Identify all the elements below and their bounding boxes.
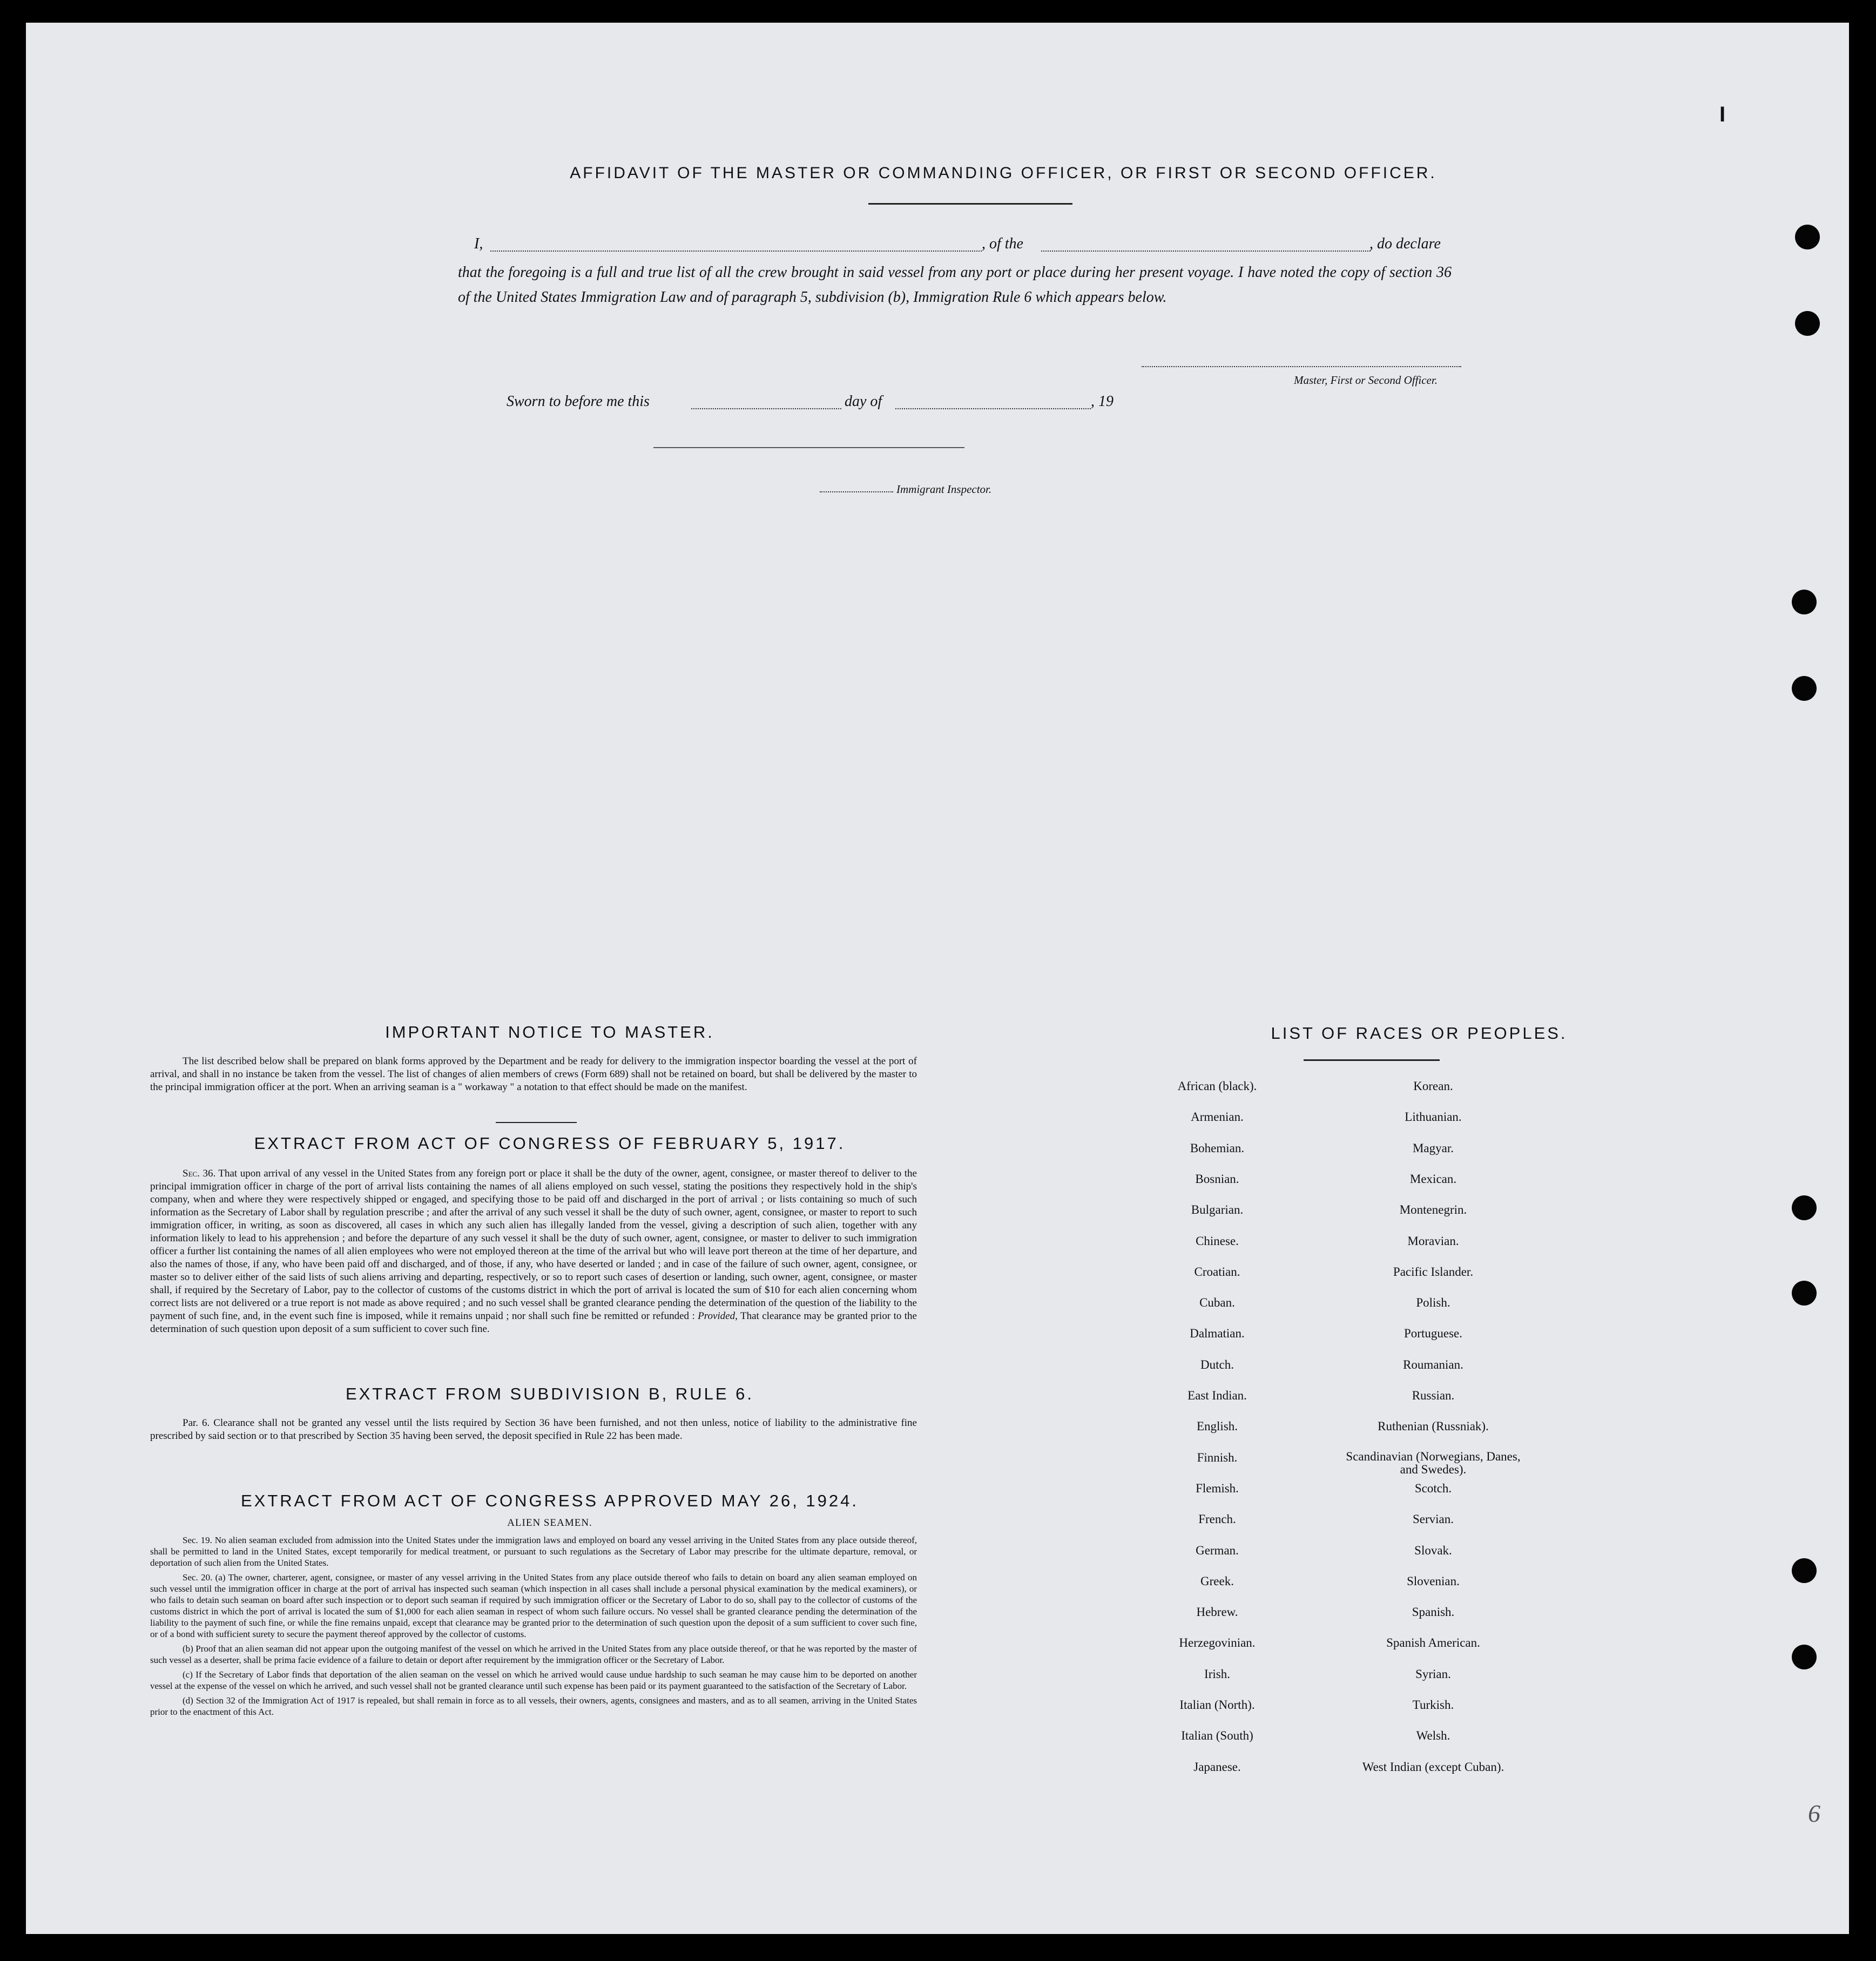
sworn-month-blank [895, 408, 1091, 409]
races-title: LIST OF RACES OR PEOPLES. [1271, 1024, 1568, 1043]
extract-rule6-title: EXTRACT FROM SUBDIVISION B, RULE 6. [345, 1384, 754, 1403]
race-item: Syrian. [1415, 1667, 1451, 1681]
race-item: Herzegovinian. [1179, 1636, 1256, 1649]
punch-hole [1792, 1558, 1817, 1583]
punch-hole [1792, 1195, 1817, 1220]
inspector-caption: Immigrant Inspector. [896, 483, 992, 496]
race-item: Moravian. [1407, 1234, 1459, 1248]
punch-hole [1792, 590, 1817, 614]
extract-rule6-text: Par. 6. Clearance shall not be granted any vessel until the lists required by Section 36 have been furnished, and not then unless, notice of liability to the administrative fine prescribed by said section or to that prescribed by Section 35 having been served, the deposit specified in Rule 22 has been made. [150, 1417, 917, 1442]
race-item: Spanish American. [1386, 1636, 1480, 1649]
affidavit-body: that the foregoing is a full and true list of all the crew brought in said vessel from any port or place during her present voyage. I have noted the copy of section 36 of the United States Immigration Law and of paragraph 5, subdivision (b), Immigration Rule 6 which appears below. [458, 264, 1452, 306]
race-item: Bohemian. [1190, 1141, 1245, 1155]
race-item: Flemish. [1196, 1482, 1239, 1495]
sworn-day-blank [691, 408, 841, 409]
race-item: Turkish. [1412, 1698, 1454, 1712]
divider [496, 1122, 577, 1123]
race-item: Irish. [1204, 1667, 1230, 1681]
race-item: Finnish. [1197, 1451, 1238, 1464]
race-item: Slovenian. [1407, 1574, 1460, 1588]
affidavit-do-declare: , do declare [1369, 235, 1441, 252]
race-item: Russian. [1412, 1389, 1455, 1402]
signature-caption: Master, First or Second Officer. [1294, 374, 1438, 387]
race-item: Armenian. [1191, 1110, 1244, 1124]
race-item: Dalmatian. [1190, 1327, 1245, 1340]
extract-1924-text [150, 1534, 917, 1721]
race-item: Dutch. [1200, 1358, 1234, 1371]
race-item: English. [1196, 1419, 1238, 1433]
notice-text: The list described below shall be prepared on blank forms approved by the Department and be ready for delivery to the immigration inspector boarding the vessel at the port of arrival, and shall in no instance be taken from the vessel. The list of changes of alien members of crews (Form 689) shall not be retained on board, but shall be delivered by the master to the principal immigration officer at the port. When an arriving seaman is a " workaway " a notation to that effect should be made on the manifest. [150, 1056, 917, 1093]
punch-hole [1795, 225, 1820, 249]
race-item: Welsh. [1416, 1729, 1450, 1742]
affidavit-title: AFFIDAVIT OF THE MASTER OR COMMANDING OFFICER, OR FIRST OR SECOND OFFICER. [570, 164, 1437, 182]
punch-hole [1795, 311, 1820, 336]
race-item: Korean. [1413, 1079, 1453, 1093]
race-item: Ruthenian (Russniak). [1378, 1419, 1489, 1433]
race-item: Hebrew. [1196, 1605, 1238, 1619]
race-item: Japanese. [1193, 1760, 1241, 1774]
alien-seamen-subtitle: ALIEN SEAMEN. [507, 1517, 592, 1529]
race-item: French. [1198, 1512, 1236, 1526]
sec-36-text: That upon arrival of any vessel in the United States from any foreign port or place it shall be the duty of the owner, agent, consignee, or master thereof to deliver to the principal immigration officer in charge of the port of arrival lists containing the names of all aliens employed on such vessel, stating the positions they respectively hold in the ship's company, when and where they were respectively shipped or engaged, and specifying those to be paid off and discharged in the port of arrival ; or lists containing so much of such information as the Secretary of Labor shall by regulation prescribe ; and after the arrival of any such vessel it shall be the duty of such owner, agent, consignee, or master to report to such immigration officer, in writing, as soon as discovered, all cases in which any such alien has illegally landed from the vessel, giving a description of such alien, together with any information likely to lead to his apprehension ; and before the departure of any such vessel it shall be the duty of such owner, agent, consignee, or master to deliver to such immigration officer a further list containing the names of all alien employees who were not employed thereon at the time of the arrival but who will leave port thereon at the time of her departure, and also the names of those, if any, who have been paid off and discharged, and of those, if any, who have deserted or landed ; and in case of the failure of such owner, agent, consignee, or master so to deliver either of the said lists of such aliens arriving and departing, respectively, or so to report such cases of desertion or landing, such owner, agent, consignee, or master shall, if required by the Secretary of Labor, pay to the collector of customs of the customs district in which the port of arrival is located the sum of $10 for each alien concerning whom correct lists are not delivered or a true report is not made as above required ; and no such vessel shall be granted clearance pending the determination of the question of the liability to the payment of such fine, and, in the event such fine is imposed, while it remains unpaid ; nor shall such fine be remitted or refunded : [150, 1168, 917, 1322]
race-item: Scandinavian (Norwegians, Danes, and Swedes). [1346, 1450, 1521, 1476]
extract-1924-title: EXTRACT FROM ACT OF CONGRESS APPROVED MAY 26, 1924. [240, 1491, 859, 1510]
affidavit-of-the: , of the [982, 235, 1023, 252]
sec-19-paragraph: Sec. 19. No alien seaman excluded from admission into the United States under the immigration laws and employed on board any vessel arriving in the United States from any place outside thereof, shall be permitted to land in the United States, except temporarily for medical treatment, or pursuant to such regulations as the Secretary of Labor may prescribe for the ultimate departure, removal, or deportation of such alien from the United States. [150, 1535, 917, 1568]
race-item: Greek. [1200, 1574, 1234, 1588]
race-item: Croatian. [1194, 1265, 1240, 1279]
year-prefix: , 19 [1091, 393, 1114, 410]
margin-mark-top: I [1719, 103, 1726, 126]
race-item: Spanish. [1412, 1605, 1455, 1619]
sec-20c-paragraph: (c) If the Secretary of Labor finds that deportation of the alien seaman on the vessel on which he arrived would cause undue hardship to such seaman he may cause him to be deported on another vessel at the expense of the vessel on which he arrived, and such vessel shall not be granted clearance until such expense has been paid or its payment guaranteed to the satisfaction of the Secretary of Labor. [150, 1669, 917, 1691]
race-item: Bosnian. [1195, 1172, 1239, 1186]
margin-mark-bottom: 6 [1808, 1800, 1820, 1827]
race-item: Pacific Islander. [1393, 1265, 1474, 1279]
race-item: African (black). [1177, 1079, 1257, 1093]
sworn-label: Sworn to before me this [507, 393, 650, 410]
provided-label: Provided, [698, 1310, 738, 1322]
race-item: Chinese. [1196, 1234, 1239, 1248]
vessel-blank [1041, 251, 1371, 252]
race-item: Bulgarian. [1191, 1203, 1244, 1216]
inspector-blank [820, 491, 893, 492]
affidavit-i-label: I, [474, 235, 483, 252]
sec-20d-paragraph: (d) Section 32 of the Immigration Act of 1917 is repealed, but shall remain in force as to all vessels, their owners, agents, consignees and masters, and as to all seamen, arriving in the United States prior to the enactment of this Act. [150, 1695, 917, 1717]
race-item: Servian. [1412, 1512, 1454, 1526]
punch-hole [1792, 1281, 1817, 1306]
divider [1304, 1059, 1440, 1061]
divider [868, 203, 1072, 205]
inspector-signature-line [653, 447, 964, 448]
day-of-label: day of [845, 393, 882, 410]
race-item: Scotch. [1414, 1482, 1452, 1495]
race-item: Slovak. [1414, 1544, 1452, 1557]
race-item: West Indian (except Cuban). [1362, 1760, 1504, 1774]
race-item: Italian (South) [1181, 1729, 1253, 1742]
race-item: Portuguese. [1404, 1327, 1462, 1340]
sec-20a-paragraph: Sec. 20. (a) The owner, charterer, agent, consignee, or master of any vessel arriving in the United States from any place outside thereof who fails to detain on board any alien seaman employed on such vessel until the immigration officer in charge at the port of arrival has inspected such seaman (which inspection in all cases shall include a personal physical examination by the medical examiners), or who fails to detain such seaman on board after such inspection or to deport such seaman if required by such immigration officer or the Secretary of Labor to do so, shall pay to the collector of customs of the customs district in which the port of arrival is located the sum of $1,000 for each alien seaman in respect of whom such failure occurs. No vessel shall be granted clearance pending the determination of the liability to the payment of such fine, or while the fine remains unpaid, except that clearance may be granted prior to the determination of such question upon the deposit of a sum sufficient to cover such fine, or of a bond with sufficient surety to secure the payment thereof approved by the collector of customs. [150, 1572, 917, 1639]
race-item: East Indian. [1187, 1389, 1247, 1402]
race-item: German. [1196, 1544, 1239, 1557]
extract-1917-text [150, 1167, 917, 1336]
race-item: Cuban. [1199, 1296, 1235, 1309]
extract-1917-title: EXTRACT FROM ACT OF CONGRESS OF FEBRUARY 5, 1917. [254, 1134, 846, 1153]
punch-hole [1792, 676, 1817, 701]
sec-36-label: Sec. 36. [183, 1168, 216, 1179]
form-page [26, 23, 1849, 1934]
race-item: Magyar. [1412, 1141, 1454, 1155]
sec-20b-paragraph: (b) Proof that an alien seaman did not appear upon the outgoing manifest of the vessel on which he arrived in the United States from any place outside thereof, or that he was reported by the master of such vessel as a deserter, shall be prima facie evidence of a failure to detain or deport after requirement by the immigration officer or the Secretary of Labor. [150, 1644, 917, 1665]
punch-hole [1792, 1645, 1817, 1669]
race-item: Montenegrin. [1399, 1203, 1467, 1216]
race-item: Lithuanian. [1405, 1110, 1462, 1124]
race-item: Italian (North). [1179, 1698, 1255, 1712]
signature-blank [1142, 366, 1461, 367]
race-item: Polish. [1416, 1296, 1450, 1309]
provided-text: That clearance may be granted prior to the determination of such question upon deposit of a sum sufficient to cover such fine. [150, 1310, 917, 1335]
name-blank [490, 251, 982, 252]
race-item: Mexican. [1409, 1172, 1457, 1186]
race-item: Roumanian. [1403, 1358, 1463, 1371]
notice-title: IMPORTANT NOTICE TO MASTER. [385, 1023, 714, 1042]
